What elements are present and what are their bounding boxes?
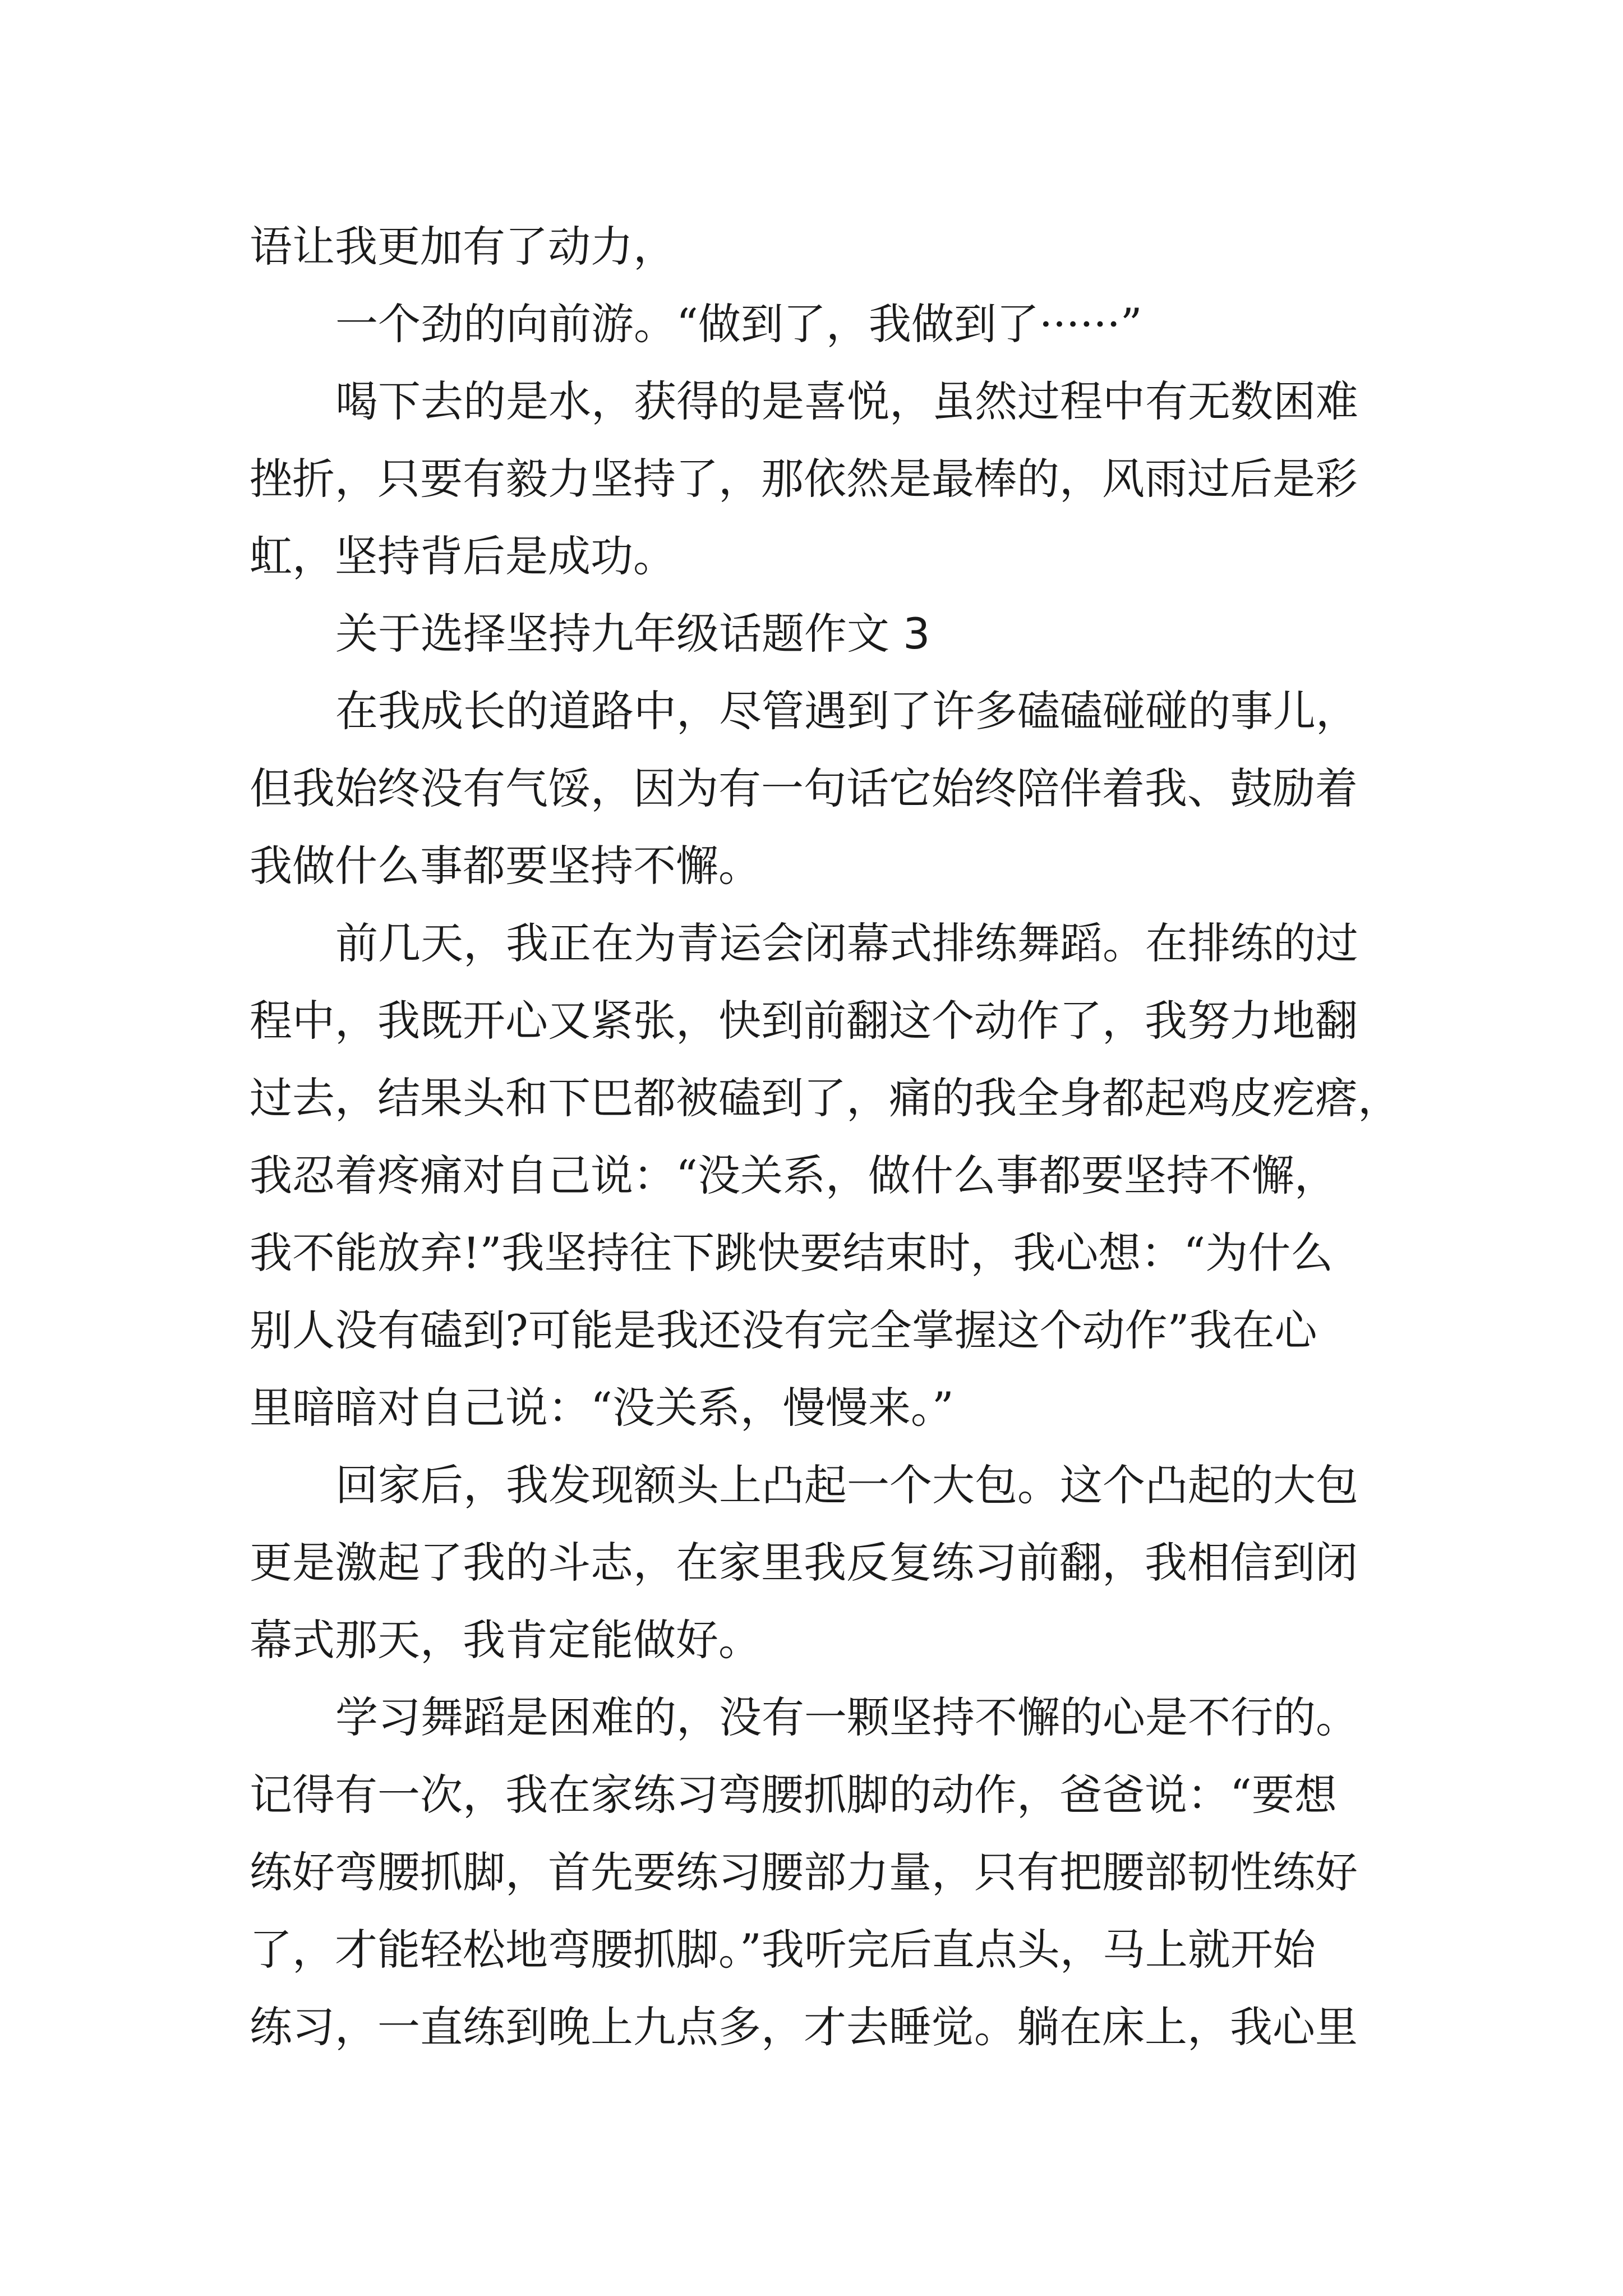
section-heading: 关于选择坚持九年级话题作文 3 — [335, 609, 930, 659]
text-line: 我忍着疼痛对自己说：“没关系，做什么事都要坚持不懈， — [250, 1151, 1337, 1200]
text-line: 但我始终没有气馁，因为有一句话它始终陪伴着我、鼓励着 — [250, 763, 1358, 813]
text-line: 前几天，我正在为青运会闭幕式排练舞蹈。在排练的过 — [335, 918, 1358, 968]
text-line: 了，才能轻松地弯腰抓脚。”我听完后直点头，马上就开始 — [250, 1925, 1316, 1975]
text-line: 幕式那天，我肯定能做好。 — [250, 1615, 761, 1665]
text-line: 喝下去的是水，获得的是喜悦，虽然过程中有无数困难 — [335, 376, 1358, 426]
text-line: 挫折，只要有毅力坚持了，那依然是最棒的，风雨过后是彩 — [250, 454, 1358, 504]
text-line: 记得有一次，我在家练习弯腰抓脚的动作，爸爸说：“要想 — [250, 1770, 1337, 1820]
text-line: 里暗暗对自己说：“没关系，慢慢来。” — [250, 1383, 954, 1433]
text-line: 我做什么事都要坚持不懈。 — [250, 841, 761, 891]
text-line: 过去，结果头和下巴都被磕到了，痛的我全身都起鸡皮疙瘩， — [250, 1073, 1400, 1123]
text-line: 回家后，我发现额头上凸起一个大包。这个凸起的大包 — [335, 1460, 1358, 1510]
text-line: 别人没有磕到?可能是我还没有完全掌握这个动作”我在心 — [250, 1305, 1317, 1355]
text-line: 练习，一直练到晚上九点多，才去睡觉。躺在床上，我心里 — [250, 2002, 1358, 2052]
text-line: 语让我更加有了动力， — [250, 222, 676, 272]
text-line: 在我成长的道路中，尽管遇到了许多磕磕碰碰的事儿， — [335, 686, 1358, 736]
text-line: 一个劲的向前游。“做到了，我做到了······” — [335, 299, 1142, 349]
text-line: 程中，我既开心又紧张，快到前翻这个动作了，我努力地翻 — [250, 996, 1358, 1046]
text-line: 学习舞蹈是困难的，没有一颗坚持不懈的心是不行的。 — [335, 1692, 1358, 1742]
text-line: 虹，坚持背后是成功。 — [250, 531, 676, 581]
text-line: 我不能放弃!”我坚持往下跳快要结束时，我心想：“为什么 — [250, 1228, 1334, 1278]
text-line: 更是激起了我的斗志，在家里我反复练习前翻，我相信到闭 — [250, 1538, 1358, 1588]
text-line: 练好弯腰抓脚，首先要练习腰部力量，只有把腰部韧性练好 — [250, 1847, 1358, 1897]
